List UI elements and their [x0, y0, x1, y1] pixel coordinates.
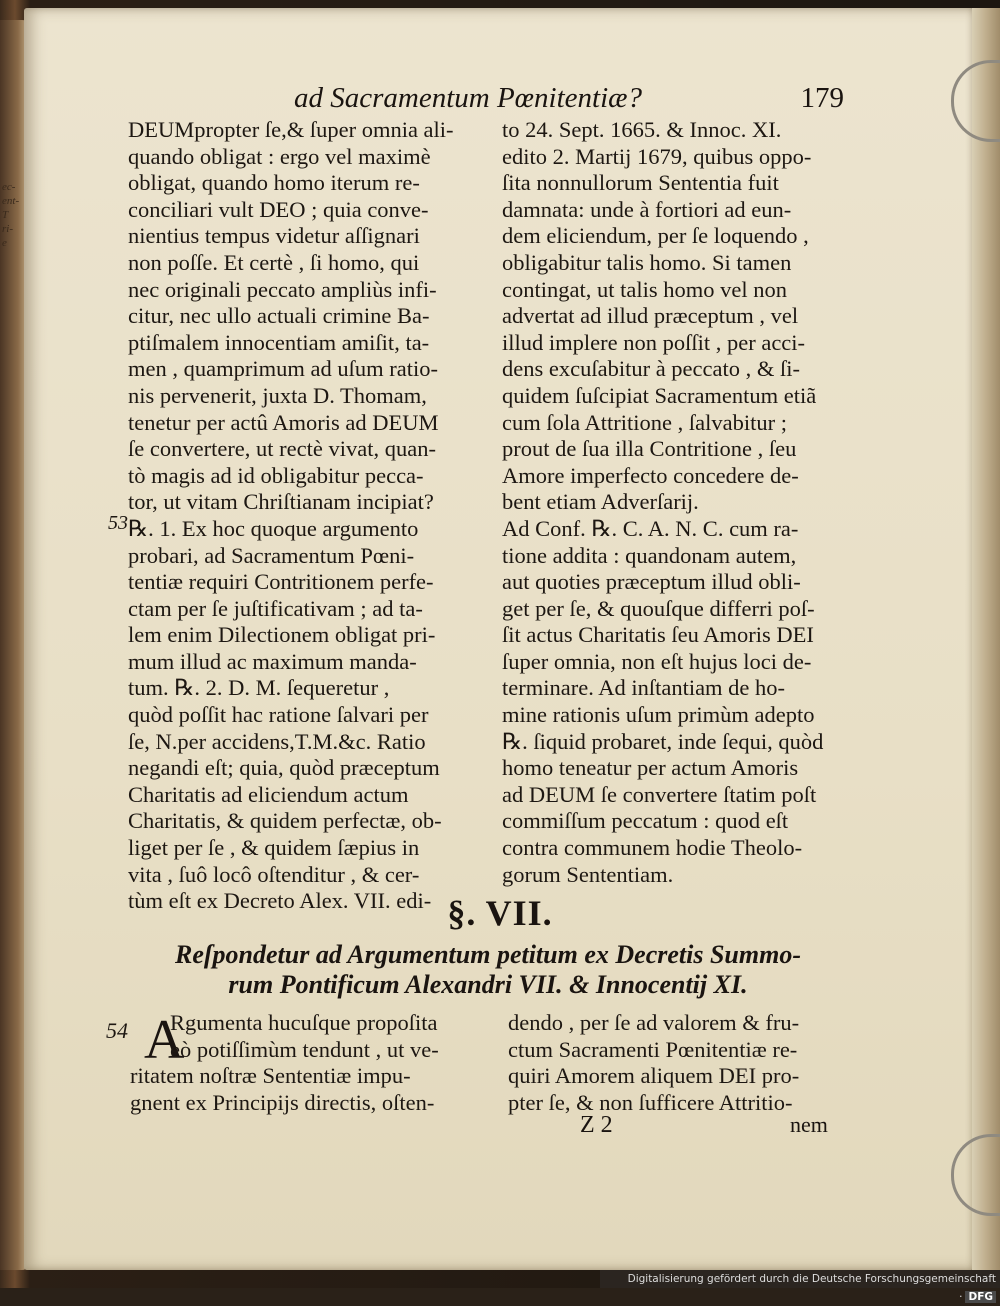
left-column-line: tentiæ requiri Contritionem perfe- — [128, 569, 434, 595]
section-title: Reſpondetur ad Argumentum petitum ex Decretis Summo- rum Pontificum Alexandri VII. & Innocentij XI. — [175, 940, 801, 999]
right-column-line: quidem ſuſcipiat Sacramentum etiã — [502, 382, 817, 408]
section-right-line: dendo , per ſe ad valorem & fru- — [508, 1010, 800, 1035]
right-column-line: dem eliciendum, per ſe loquendo , — [502, 223, 809, 249]
right-column-line: prout de ſua illa Contritione , ſeu — [502, 436, 797, 462]
right-column-line: dens excuſabitur à peccato , & ſi- — [502, 356, 801, 382]
right-column-line: commiſſum peccatum : quod eſt — [502, 808, 789, 834]
section-heading: §. VII. — [447, 893, 553, 933]
right-column-line: aut quoties præceptum illud obli- — [502, 569, 801, 595]
right-column-line: bent etiam Adverſarij. — [502, 489, 699, 515]
section-left-line: eò potiſſimùm tendunt , ut ve- — [170, 1036, 439, 1062]
left-column-line: non poſſe. Et certè , ſi homo, qui — [128, 249, 420, 275]
left-column-line: quòd poſſit hac ratione ſalvari per — [128, 702, 429, 728]
section-right-line: ctum Sacramenti Pœnitentiæ re- — [508, 1036, 798, 1062]
paragraph-number-53: 53 — [108, 512, 128, 534]
left-column-line: DEUMpropter ſe,& ſuper omnia ali- — [128, 117, 454, 142]
right-column-line: ℞. ſiquid probaret, inde ſequi, quòd — [502, 728, 824, 754]
running-head: ad Sacramentum Pœnitentiæ? — [294, 82, 642, 114]
left-column-line: tor, ut vitam Chriſtianam incipiat? — [128, 489, 434, 515]
right-column-line: tione addita : quandonam autem, — [502, 542, 797, 568]
left-column-line: nis pervenerit, juxta D. Thomam, — [128, 382, 427, 408]
right-column-line: contingat, ut talis homo vel non — [502, 276, 787, 302]
right-column-line: gorum Sententiam. — [502, 861, 674, 887]
left-column-line: lem enim Dilectionem obligat pri- — [128, 622, 436, 648]
left-column-line: ſe, N.per accidens,T.M.&c. Ratio — [128, 728, 426, 754]
right-column-line: obligabitur talis homo. Si tamen — [502, 249, 792, 275]
left-column-line: quando obligat : ergo vel maximè — [128, 143, 431, 169]
facing-page-notes: ec- ent- T ri- e — [2, 181, 20, 249]
left-column-line: ctam per ſe juſtificativam ; ad ta- — [128, 595, 423, 621]
right-column-line: contra communem hodie Theolo- — [502, 835, 803, 861]
right-column-line: homo teneatur per actum Amoris — [502, 755, 799, 781]
right-column-line: damnata: unde à fortiori ad eun- — [502, 196, 792, 222]
right-column-line: terminare. Ad inſtantiam de ho- — [502, 675, 786, 701]
right-column-line: illud implere non poſſit , per acci- — [502, 329, 806, 355]
left-column-line: tùm eſt ex Decreto Alex. VII. edi- — [128, 888, 432, 914]
page-header — [294, 82, 854, 116]
left-column-line: probari, ad Sacramentum Pœni- — [128, 542, 415, 568]
right-column-line: ad DEUM ſe convertere ſtatim poſt — [502, 781, 817, 807]
section-right-line: pter ſe, & non ſufficere Attritio- — [508, 1089, 793, 1115]
right-column-line: ſit actus Charitatis ſeu Amoris DEI — [502, 622, 814, 648]
left-column-line: Charitatis, & quidem perfectæ, ob- — [128, 808, 442, 834]
left-column-line: obligat, quando homo iterum re- — [128, 170, 420, 196]
page-number: 179 — [800, 82, 844, 114]
left-column-line: men , quamprimum ad uſum ratio- — [128, 356, 438, 382]
section-left-line: gnent ex Principijs directis, oſten- — [130, 1089, 435, 1115]
left-column-line: conciliari vult DEO ; quia conve- — [128, 196, 429, 222]
left-column-line: nec originali peccato ampliùs infi- — [128, 276, 437, 302]
section-left-line: Rgumenta hucuſque propoſita — [170, 1010, 438, 1035]
signature-mark: Z 2 — [580, 1112, 613, 1138]
section-left-line: ritatem noſtræ Sententiæ impu- — [130, 1063, 411, 1089]
right-column-line: Amore imperfecto concedere de- — [502, 462, 799, 488]
section-right-line: quiri Amorem aliquem DEI pro- — [508, 1063, 800, 1089]
left-column-line: vita , ſuô locô oſtenditur , & cer- — [128, 861, 420, 887]
right-column-line: to 24. Sept. 1665. & Innoc. XI. — [502, 117, 782, 142]
left-column-line: liget per ſe , & quidem ſæpius in — [128, 835, 420, 861]
left-column-line: Charitatis ad eliciendum actum — [128, 781, 409, 807]
left-column-line: ſe convertere, ut rectè vivat, quan- — [128, 436, 436, 462]
right-column-line: cum ſola Attritione , ſalvabitur ; — [502, 409, 787, 435]
section-left-column — [130, 1010, 476, 1116]
right-column-line: advertat ad illud præceptum , vel — [502, 303, 799, 329]
left-column-line: nientius tempus videtur aſſignari — [128, 223, 420, 249]
right-column-line: mine rationis uſum primùm adepto — [502, 702, 815, 728]
paragraph-number-54: 54 — [106, 1018, 128, 1043]
right-column-line: ſuper omnia, non eſt hujus loci de- — [502, 648, 812, 674]
left-column-line: negandi eſt; quia, quòd præceptum — [128, 755, 440, 781]
right-column-line: edito 2. Martij 1679, quibus oppo- — [502, 143, 812, 169]
left-column-line: mum illud ac maximum manda- — [128, 648, 417, 674]
left-column — [128, 117, 504, 915]
left-column-line: tenetur per actû Amoris ad DEUM — [128, 409, 439, 435]
left-column-line: tò magis ad id obligabitur pecca- — [128, 462, 424, 488]
footer-text: Digitalisierung gefördert durch die Deutsche Forschungsgemeinschaft · — [627, 1273, 996, 1303]
right-column — [502, 117, 852, 888]
left-column-line: citur, nec ullo actuali crimine Ba- — [128, 303, 430, 329]
page-stack-edge — [972, 8, 1000, 1270]
catchword: nem — [790, 1112, 828, 1137]
left-column-line: ptiſmalem innocentiam amiſit, ta- — [128, 329, 430, 355]
right-column-line: get per ſe, & quouſque differri poſ- — [502, 595, 815, 621]
left-column-line: ℞. 1. Ex hoc quoque argumento — [128, 515, 419, 541]
section-right-column — [508, 1010, 848, 1116]
right-column-line: ſita nonnullorum Sententia fuit — [502, 170, 779, 196]
right-column-line: Ad Conf. ℞. C. A. N. C. cum ra- — [502, 515, 799, 541]
drop-capital: A — [144, 1009, 185, 1071]
left-column-line: tum. ℞. 2. D. M. ſequeretur , — [128, 675, 390, 701]
digitization-footer — [600, 1270, 1000, 1303]
dfg-logo: DFG — [965, 1291, 996, 1303]
